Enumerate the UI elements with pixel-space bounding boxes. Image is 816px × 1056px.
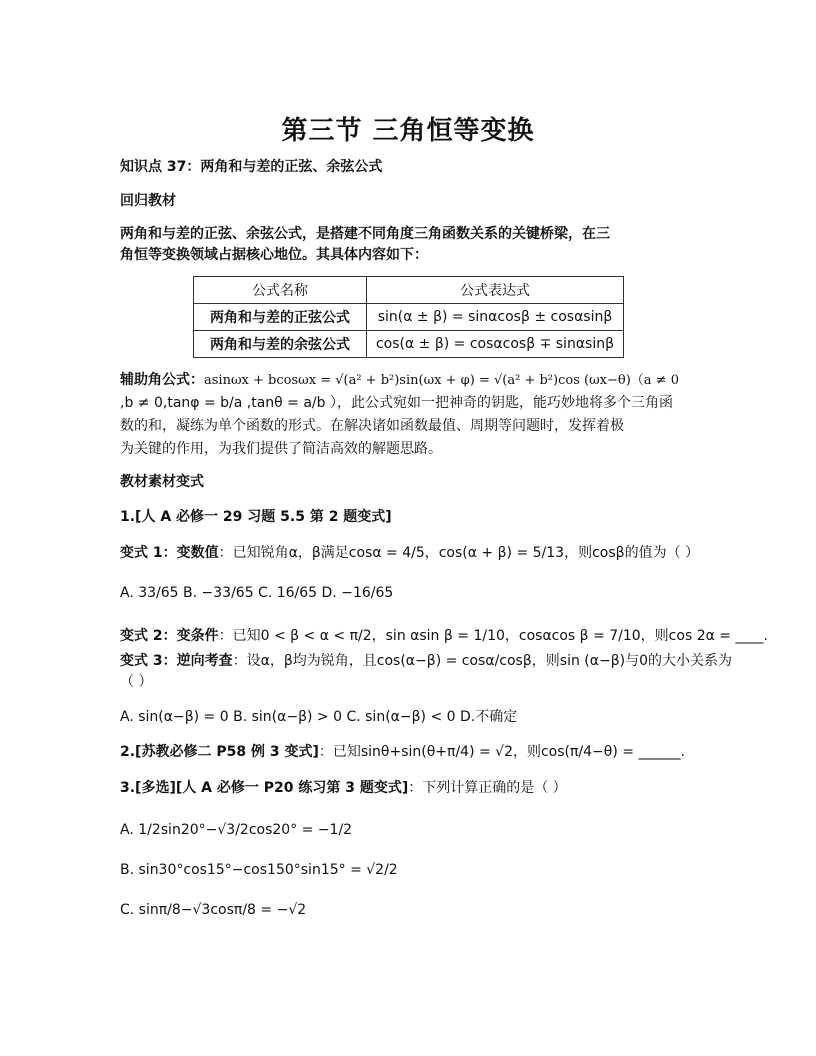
table-header-row	[194, 277, 624, 304]
variant-3-bracket: （ ）	[120, 674, 153, 690]
table-row	[194, 304, 624, 331]
knowledge-point-heading: 知识点 37：两角和与差的正弦、余弦公式	[120, 159, 383, 175]
question-3	[120, 778, 700, 798]
table-cell-name: 两角和与差的余弦公式	[194, 331, 367, 358]
aux-formula-line	[120, 370, 700, 391]
variant-3	[120, 651, 733, 671]
table-cell-name: 两角和与差的正弦公式	[194, 304, 367, 331]
aux-line-4: 为关键的作用，为我们提供了简洁高效的解题思路。	[120, 441, 442, 457]
question-3-option-a: A. 1/2sin20°−√3/2cos20° = −1/2	[120, 822, 353, 838]
intro-line-1: 两角和与差的正弦、余弦公式，是搭建不同角度三角函数关系的关键桥梁，在三	[120, 226, 610, 242]
variant-1-tag: 变数值	[176, 545, 219, 561]
table-row	[194, 331, 624, 358]
question-2-heading: 2.[苏教必修二 P58 例 3 变式]	[120, 744, 319, 760]
section-variants-heading: 教材素材变式	[120, 474, 204, 490]
variant-2-text: ：已知0 < β < α < π/2，sin αsin β = 1/10，cosαcos β = 7/10，则cos 2α = ____.	[218, 628, 768, 644]
variant-3-label: 变式 3：	[120, 653, 177, 669]
variant-3-text: ：设α，β均为锐角，且cos(α−β) = cosα/cosβ，则sin (α−β)与0的大小关系为	[232, 653, 733, 669]
question-2	[120, 742, 700, 762]
aux-line-2: ,b ≠ 0,tanφ = b/a ,tanθ = a/b ），此公式宛如一把神奇的钥匙，能巧妙地将多个三角函	[120, 395, 673, 411]
variant-2	[120, 626, 768, 646]
variant-1-label: 变式 1：	[120, 545, 177, 561]
variant-1-options: A. 33/65 B. −33/65 C. 16/65 D. −16/65	[120, 585, 394, 601]
variant-2-label: 变式 2：	[120, 628, 177, 644]
section-return-heading: 回归教材	[120, 193, 176, 209]
table-cell-expr: sin(α ± β) = sinαcosβ ± cosαsinβ	[367, 304, 624, 331]
variant-3-options: A. sin(α−β) = 0 B. sin(α−β) > 0 C. sin(α−β) < 0 D.不确定	[120, 709, 518, 725]
table-header-expr: 公式表达式	[367, 277, 624, 304]
question-3-heading: 3.[多选][人 A 必修一 P20 练习第 3 题变式]	[120, 780, 409, 796]
page-title: 第三节 三角恒等变换	[281, 116, 535, 146]
formula-table	[193, 276, 624, 358]
question-2-text: ：已知sinθ+sin(θ+π/4) = √2，则cos(π/4−θ) = ______.	[318, 744, 685, 760]
question-3-text: ：下列计算正确的是（ ）	[408, 780, 567, 796]
intro-line-2: 角恒等变换领域占据核心地位。其具体内容如下：	[120, 247, 428, 263]
table-header-name: 公式名称	[194, 277, 367, 304]
variant-1	[120, 543, 700, 563]
aux-label: 辅助角公式：	[120, 372, 204, 388]
aux-line-3: 数的和，凝练为单个函数的形式。在解决诸如函数最值、周期等问题时，发挥着极	[120, 418, 624, 434]
variant-1-text: ：已知锐角α，β满足cosα = 4/5，cos(α + β) = 5/13，则cosβ的值为（ ）	[218, 545, 700, 561]
question-3-option-c: C. sinπ/8−√3cosπ/8 = −√2	[120, 902, 307, 918]
question-3-option-b: B. sin30°cos15°−cos150°sin15° = √2/2	[120, 862, 398, 878]
question-1-heading: 1.[人 A 必修一 29 习题 5.5 第 2 题变式]	[120, 509, 392, 525]
variant-3-tag: 逆向考查	[176, 653, 233, 669]
aux-formula: asinωx + bcosωx = √(a² + b²)sin(ωx + φ) = √(a² + b²)cos (ωx−θ)（a ≠ 0	[204, 373, 679, 388]
table-cell-expr: cos(α ± β) = cosαcosβ ∓ sinαsinβ	[367, 331, 624, 358]
variant-2-tag: 变条件	[176, 628, 219, 644]
